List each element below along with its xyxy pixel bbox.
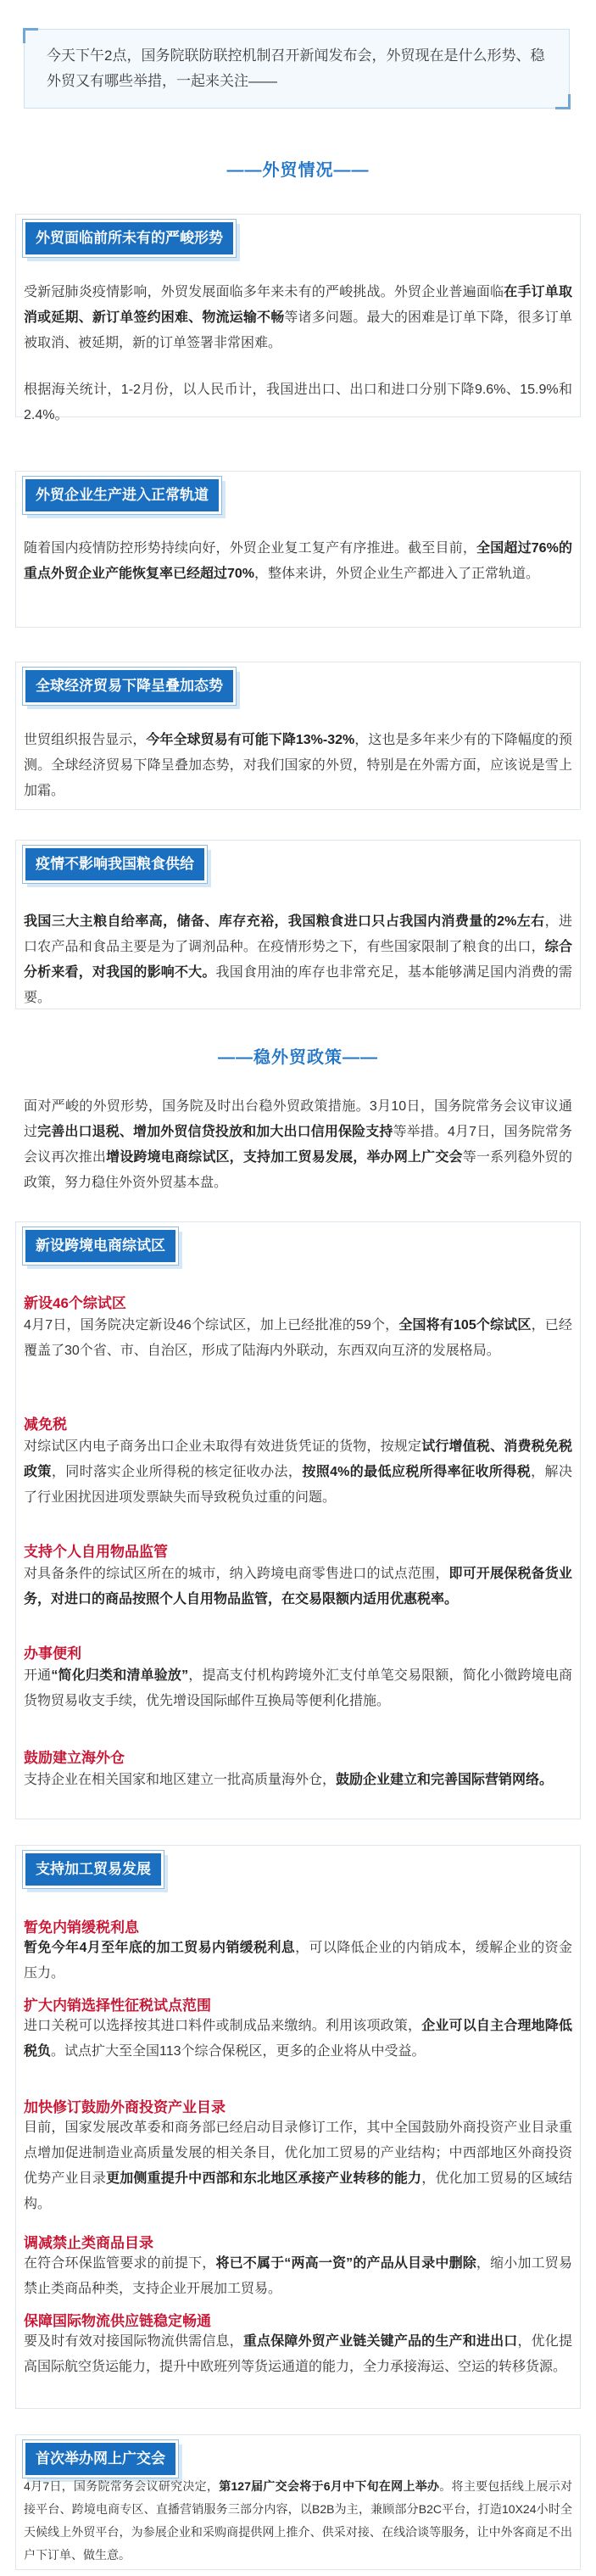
corner-decoration [555,94,571,109]
emphasis-text: 全国将有105个综试区 [398,1318,532,1333]
text-run: ，同时落实企业所得税的核定征收办法， [51,1465,303,1479]
emphasis-text: 暂免今年4月至年底的加工贸易内销缓税利息 [24,1941,296,1955]
emphasis-text: 今年全球贸易有可能下降13%-32% [146,733,355,747]
item-title: 保障国际物流供应链稳定畅通 [24,2313,211,2329]
text-run: 面对严峻的外贸形势，国务院及时出台稳外贸政策措施。3月10日，国务院常务会议审议通过 [24,1099,572,1139]
text-run: 。将主要包括线上展示对接平台、跨境电商专区、直播营销服务三部分内容，以B2B为主，兼顾部分B2C平台，打造10X24小时全天候线上外贸平台，为参展企业和采购商提供网上推介、供采对接、在线洽谈等服务，让中外客商足不出户下订单、做生意。 [24,2479,573,2562]
paragraph [24,280,572,356]
text-run: 要及时有效对接国际物流供需信息， [24,2334,243,2349]
text-run: 对综试区内电子商务出口企业未取得有效进货凭证的货物，按规定 [24,1439,422,1454]
section-title-policies: ——稳外贸政策—— [218,1048,378,1067]
item-title: 加快修订鼓励外商投资产业目录 [24,2099,226,2115]
text-run: 开通 [24,1668,52,1683]
emphasis-text: 企业可以自主合理地降低税负 [24,2019,572,2059]
item-text [24,2014,572,2065]
text-run: 等诸多问题。最大的困难是订单下降，很多订单被取消、被延期，新的订单签署非常困难。 [24,310,572,350]
tag-severe-situation: 外贸面临前所未有的严峻形势 [25,222,233,254]
text-run: ，提高支付机构跨境外汇支付单笔交易限额，简化小微跨境电商货物贸易收支手续，优先增设国际邮件互换局等便利化措施。 [24,1668,572,1708]
tag-new-pilot-zones: 新设跨境电商综试区 [25,1230,175,1262]
text-run: ，可以降低企业的内销成本，缓解企业的资金压力。 [24,1941,572,1981]
tag-production-normal: 外贸企业生产进入正常轨道 [25,479,219,511]
section-title-trade-situation: ——外贸情况—— [226,161,370,180]
text-run: 等举措。4月7日，国务院常务会议再次推出 [24,1125,572,1165]
paragraph [24,377,572,428]
text-run: 4月7日，国务院决定新设46个综试区，加上已经批准的59个， [24,1318,399,1333]
item-title: 办事便利 [24,1646,81,1662]
emphasis-text: 在手订单取消或延期、新订单签约困难、物流运输不畅 [24,285,572,325]
item-title: 扩大内销选择性征税试点范围 [24,1998,211,2014]
item-text [24,1313,572,1364]
emphasis-text: 即可开展保税备货业务，对进口的商品按照个人自用物品监管，在交易限额内适用优惠税率。 [24,1567,572,1607]
emphasis-text: 更加侧重提升中西部和东北地区承接产业转移的能力 [106,2171,422,2186]
paragraph [24,909,572,1011]
tag-processing-trade: 支持加工贸易发展 [25,1853,161,1886]
emphasis-text: 按照4%的最低应税所得率征收所得税 [302,1465,532,1479]
item-title: 支持个人自用物品监管 [24,1544,168,1560]
corner-decoration [23,28,38,43]
emphasis-text: 完善出口退税、增加外贸信贷投放和加大出口信用保险支持 [37,1125,393,1139]
text-run: ，优化加工贸易的区域结构。 [24,2171,572,2211]
text-run: 随着国内疫情防控形势持续向好，外贸企业复工复产有序推进。截至目前， [24,541,477,556]
policy-intro [24,1094,572,1196]
text-run: ，解决了行业困扰因进项发票缺失而导致税负过重的问题。 [24,1465,572,1505]
paragraph [24,728,572,804]
text-run: ，整体来讲，外贸企业生产都进入了正常轨道。 [254,567,540,581]
text-run: ，缩小加工贸易禁止类商品种类，支持企业开展加工贸易。 [24,2256,572,2296]
text-run: ，这也是多年来少有的下降幅度的预测。全球经济贸易下降呈叠加态势，对我们国家的外贸，特别是在外需方面，应该说是雪上加霜。 [24,733,572,798]
emphasis-text: 试行增值税、消费税免税政策 [24,1439,572,1479]
tag-global-trade-decline: 全球经济贸易下降呈叠加态势 [25,670,233,702]
item-title: 暂免内销缓税利息 [24,1919,139,1936]
tag-grain-supply: 疫情不影响我国粮食供给 [25,848,204,880]
item-title: 鼓励建立海外仓 [24,1750,125,1766]
emphasis-text: “简化归类和清单验放” [51,1668,189,1683]
item-text [24,1434,572,1511]
emphasis-text: 第127届广交会将于6月中下旬在网上举办 [219,2479,440,2493]
tag-online-canton-fair: 首次举办网上广交会 [25,2443,175,2475]
paragraph [24,536,572,587]
text-run: 根据海关统计，1-2月份，以人民币计，我国进出口、出口和进口分别下降9.6%、15.9%和2.4%。 [24,383,572,422]
emphasis-text: 全国超过76%的重点外贸企业产能恢复率已经超过70% [24,541,572,581]
emphasis-text: 将已不属于“两高一资”的产品从目录中删除 [215,2256,476,2271]
item-text [24,1768,572,1793]
item-title: 新设46个综试区 [24,1295,126,1311]
item-title: 减免税 [24,1417,67,1433]
text-run: 世贸组织报告显示， [24,733,147,747]
text-run: 进口关税可以选择按其进口料件或制成品来缴纳。利用该项政策， [24,2019,422,2033]
emphasis-text: 综合分析来看，对我国的影响不大。 [24,940,572,980]
item-text [24,1562,572,1612]
text-run: 我国食用油的库存也非常充足，基本能够满足国内消费的需要。 [24,965,572,1005]
item-text [24,2115,572,2217]
item-text [24,1936,572,1986]
intro-box [24,29,570,109]
item-text [24,2475,572,2567]
emphasis-text: 重点保障外贸产业链关键产品的生产和进出口 [242,2334,518,2349]
text-run: 4月7日，国务院常务会议研究决定， [24,2479,220,2493]
item-text [24,2329,572,2380]
text-run: ，进口农产品和食品主要是为了调剂品种。在疫情形势之下，有些国家限制了粮食的出口， [24,914,572,954]
text-run: ，已经覆盖了30个省、市、自治区，形成了陆海内外联动，东西双向互济的发展格局。 [24,1318,572,1358]
emphasis-text: 我国三大主粮自给率高，储备、库存充裕，我国粮食进口只占我国内消费量的2%左右 [24,914,545,929]
item-text [24,2251,572,2302]
text-run: 支持企业在相关国家和地区建立一批高质量海外仓， [24,1773,337,1787]
text-run: 在符合环保监管要求的前提下， [24,2256,216,2271]
text-run: 等一系列稳外贸的政策，努力稳住外资外贸基本盘。 [24,1150,572,1190]
text-run: 。试点扩大至全国113个综合保税区，更多的企业将从中受益。 [51,2044,426,2059]
text-run: 受新冠肺炎疫情影响，外贸发展面临多年来未有的严峻挑战。外贸企业普遍面临 [24,285,504,299]
item-title: 调减禁止类商品目录 [24,2235,153,2251]
emphasis-text: 鼓励企业建立和完善国际营销网络。 [336,1773,554,1787]
emphasis-text: 增设跨境电商综试区，支持加工贸易发展，举办网上广交会 [106,1150,463,1165]
item-text [24,1663,572,1714]
text-run: 目前，国家发展改革委和商务部已经启动目录修订工作，其中全国鼓励外商投资产业目录重点增加促进制造业高质量发展的相关条目，优化加工贸易的产业结构；中西部地区外商投资优势产业目录 [24,2121,572,2186]
text-run: ，优化提高国际航空货运能力，提升中欧班列等货运通道的能力，全力承接海运、空运的转移货源。 [24,2334,572,2374]
intro-text: 今天下午2点，国务院联防联控机制召开新闻发布会，外贸现在是什么形势、稳外贸又有哪些举措，一起来关注—— [47,47,545,89]
text-run: 对具备条件的综试区所在的城市，纳入跨境电商零售进口的试点范围， [24,1567,449,1581]
